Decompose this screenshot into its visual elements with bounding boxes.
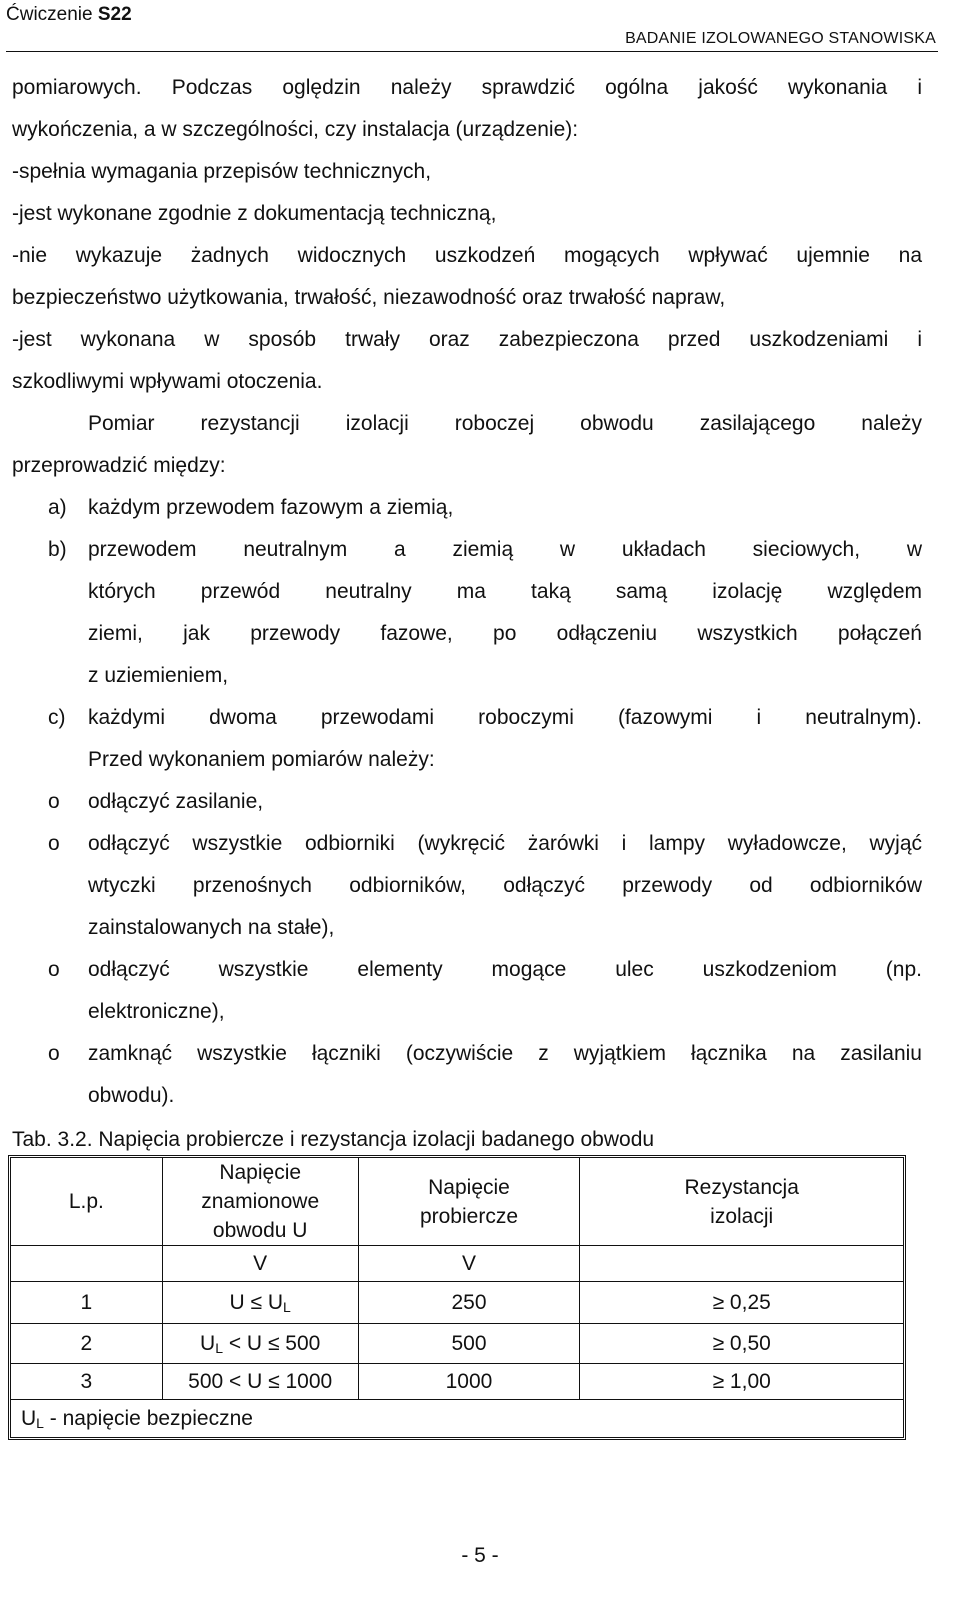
list-marker: c) bbox=[48, 706, 66, 729]
row-resistance: ≥ 1,00 bbox=[580, 1364, 904, 1400]
text-line: szkodliwymi wpływami otoczenia. bbox=[12, 370, 323, 393]
table-footnote-row bbox=[11, 1400, 904, 1438]
text-line: pomiarowych. Podczas oględzin należy sprawdzić ogólna jakość wykonania i bbox=[12, 76, 922, 99]
list-marker: a) bbox=[48, 496, 67, 519]
bullet-text-continued: obwodu). bbox=[88, 1084, 175, 1107]
bullet-item bbox=[12, 781, 922, 823]
table-unit-row bbox=[11, 1246, 904, 1282]
bullet-text-continued: wtyczki przenośnych odbiorników, odłączyć przewody od odbiorników bbox=[88, 874, 922, 897]
list-marker: b) bbox=[48, 538, 67, 561]
text-line: -spełnia wymagania przepisów technicznych, bbox=[12, 160, 432, 183]
header-text: Napięcie bbox=[219, 1161, 302, 1184]
bullet-marker: o bbox=[48, 958, 60, 981]
test-voltage-table bbox=[10, 1157, 904, 1438]
row-test-voltage: 500 bbox=[358, 1324, 580, 1364]
row-voltage-range: $U_L < U \le 500$ bbox=[162, 1324, 358, 1364]
header-test-voltage bbox=[358, 1158, 580, 1246]
list-text-continued: ziemi, jak przewody fazowe, po odłączeniu wszystkich połączeń bbox=[88, 622, 922, 645]
header-text: obwodu U bbox=[212, 1219, 308, 1242]
row-lp: 2 bbox=[11, 1324, 163, 1364]
bullet-text: odłączyć wszystkie elementy mogące ulec uszkodzeniom (np. bbox=[88, 958, 922, 981]
header-text: znamionowe bbox=[201, 1190, 320, 1213]
bullet-marker: o bbox=[48, 790, 60, 813]
row-test-voltage: 1000 bbox=[358, 1364, 580, 1400]
text-line: Pomiar rezystancji izolacji roboczej obwodu zasilającego należy bbox=[88, 412, 922, 435]
header-text: Napięcie bbox=[428, 1175, 510, 1199]
header-resistance bbox=[580, 1158, 904, 1246]
list-item bbox=[12, 697, 922, 739]
unit-cell: V bbox=[162, 1246, 358, 1282]
row-lp: 3 bbox=[11, 1364, 163, 1400]
table-caption: Tab. 3.2. Napięcia probiercze i rezystancja izolacji badanego obwodu bbox=[12, 1128, 655, 1151]
header-text: Rezystancja bbox=[684, 1175, 799, 1199]
row-voltage-range: $U \le U_L$ bbox=[162, 1282, 358, 1324]
row-test-voltage: 250 bbox=[358, 1282, 580, 1324]
bullet-text: zamknąć wszystkie łączniki (oczywiście z wyjątkiem łącznika na zasilaniu bbox=[88, 1042, 922, 1065]
text-line: wykończenia, a w szczególności, czy instalacja (urządzenie): bbox=[12, 118, 579, 141]
table-footnote: $U_L$ - napięcie bezpieczne bbox=[11, 1400, 904, 1438]
list-item bbox=[12, 529, 922, 571]
exercise-code: S22 bbox=[97, 4, 132, 25]
list-text: każdym przewodem fazowym a ziemią, bbox=[88, 496, 454, 519]
text-line: bezpieczeństwo użytkowania, trwałość, niezawodność oraz trwałość napraw, bbox=[12, 286, 726, 309]
table-header-row bbox=[11, 1158, 904, 1246]
row-voltage-range: 500 < U ≤ 1000 bbox=[162, 1364, 358, 1400]
table-row bbox=[11, 1364, 904, 1400]
unit-cell: V bbox=[358, 1246, 580, 1282]
bullet-item bbox=[12, 1033, 922, 1075]
bullet-text: odłączyć wszystkie odbiorniki (wykręcić żarówki i lampy wyładowcze, wyjąć bbox=[88, 832, 922, 855]
list-text: przewodem neutralnym a ziemią w układach sieciowych, w bbox=[88, 538, 922, 561]
text-line: przeprowadzić między: bbox=[12, 454, 226, 477]
list-text-continued: których przewód neutralny ma taką samą izolację względem bbox=[88, 580, 922, 603]
text-line: -jest wykonana w sposób trwały oraz zabezpieczona przed uszkodzeniami i bbox=[12, 328, 922, 351]
exercise-label: Ćwiczenie S22 bbox=[6, 4, 132, 25]
list-text: każdymi dwoma przewodami roboczymi (fazowymi i neutralnym). bbox=[88, 706, 922, 729]
bullet-item bbox=[12, 949, 922, 991]
body-content bbox=[12, 67, 922, 1117]
text-line: -jest wykonane zgodnie z dokumentacją techniczną, bbox=[12, 202, 497, 225]
header-lp: L.p. bbox=[11, 1158, 163, 1246]
document-title: BADANIE IZOLOWANEGO STANOWISKA bbox=[625, 30, 936, 47]
bullet-text-continued: zainstalowanych na stałe), bbox=[88, 916, 335, 939]
unit-cell bbox=[580, 1246, 904, 1282]
header-text: probiercze bbox=[419, 1204, 519, 1228]
page-number: - 5 - bbox=[461, 1544, 499, 1567]
bullet-marker: o bbox=[48, 1042, 60, 1065]
bullet-marker: o bbox=[48, 832, 60, 855]
bullet-text-continued: elektroniczne), bbox=[88, 1000, 225, 1023]
bullet-text: odłączyć zasilanie, bbox=[88, 790, 264, 813]
unit-cell bbox=[11, 1246, 163, 1282]
header-text: izolacji bbox=[710, 1204, 774, 1228]
table-row bbox=[11, 1324, 904, 1364]
list-text-continued: z uziemieniem, bbox=[88, 664, 229, 687]
header-divider bbox=[6, 51, 938, 52]
bullet-item bbox=[12, 823, 922, 865]
before-measurement-text: Przed wykonaniem pomiarów należy: bbox=[88, 748, 435, 771]
row-resistance: ≥ 0,50 bbox=[580, 1324, 904, 1364]
table-row bbox=[11, 1282, 904, 1324]
header-rated-voltage bbox=[162, 1158, 358, 1246]
row-resistance: ≥ 0,25 bbox=[580, 1282, 904, 1324]
row-lp: 1 bbox=[11, 1282, 163, 1324]
text-line: -nie wykazuje żadnych widocznych uszkodzeń mogących wpływać ujemnie na bbox=[12, 244, 922, 267]
list-item bbox=[12, 487, 922, 529]
